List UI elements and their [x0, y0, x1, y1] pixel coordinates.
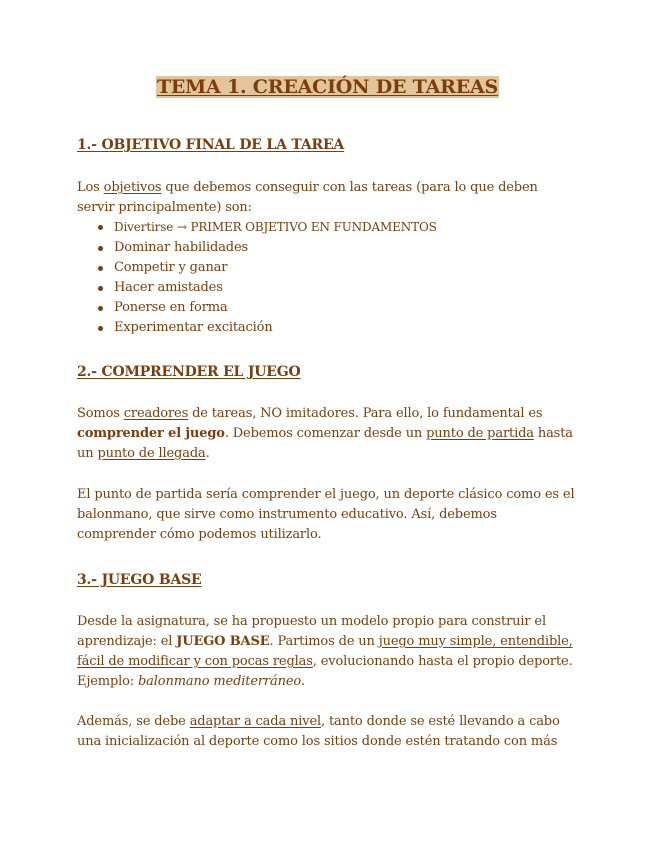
section-1-heading: 1.- OBJETIVO FINAL DE LA TAREA [77, 137, 345, 153]
list-item: Dominar habilidades [77, 238, 437, 258]
section-2-heading: 2.- COMPRENDER EL JUEGO [77, 364, 301, 380]
section-2-paragraph-1: Somos creadores de tareas, NO imitadores. Para ello, lo fundamental es comprender el juego. Debemos comenzar desde un punto de partida hasta un punto de llegada. [77, 406, 573, 461]
page-title [0, 76, 655, 98]
section-2-paragraph-2: El punto de partida sería comprender el juego, un deporte clásico como es el balonmano, que sirve como instrumento educativo. Así, debemos comprender cómo podemos utilizarlo. [77, 487, 575, 542]
list-item: Divertirse → PRIMER OBJETIVO EN FUNDAMENTOS [77, 217, 437, 238]
list-item: Hacer amistades [77, 278, 437, 298]
page-title-text: TEMA 1. CREACIÓN DE TAREAS [156, 76, 499, 98]
list-item: Competir y ganar [77, 258, 437, 278]
list-item: Ponerse en forma [77, 298, 437, 318]
list-item: Experimentar excitación [77, 318, 437, 338]
section-1-intro: Los objetivos que debemos conseguir con las tareas (para lo que deben servir principalmente) son: [77, 180, 538, 215]
section-3-heading: 3.- JUEGO BASE [77, 572, 202, 588]
section-3-paragraph-2: Además, se debe adaptar a cada nivel, tanto donde se esté llevando a cabo una inicialización al deporte como los sitios donde estén tratando con más [77, 714, 560, 749]
objectives-list [77, 217, 437, 338]
section-3-paragraph-1: Desde la asignatura, se ha propuesto un modelo propio para construir el aprendizaje: el JUEGO BASE. Partimos de un juego muy simple, entendible, fácil de modificar y con pocas reglas, evolucionando hasta el propio deporte. Ejemplo: balonmano mediterráneo. [77, 614, 573, 689]
